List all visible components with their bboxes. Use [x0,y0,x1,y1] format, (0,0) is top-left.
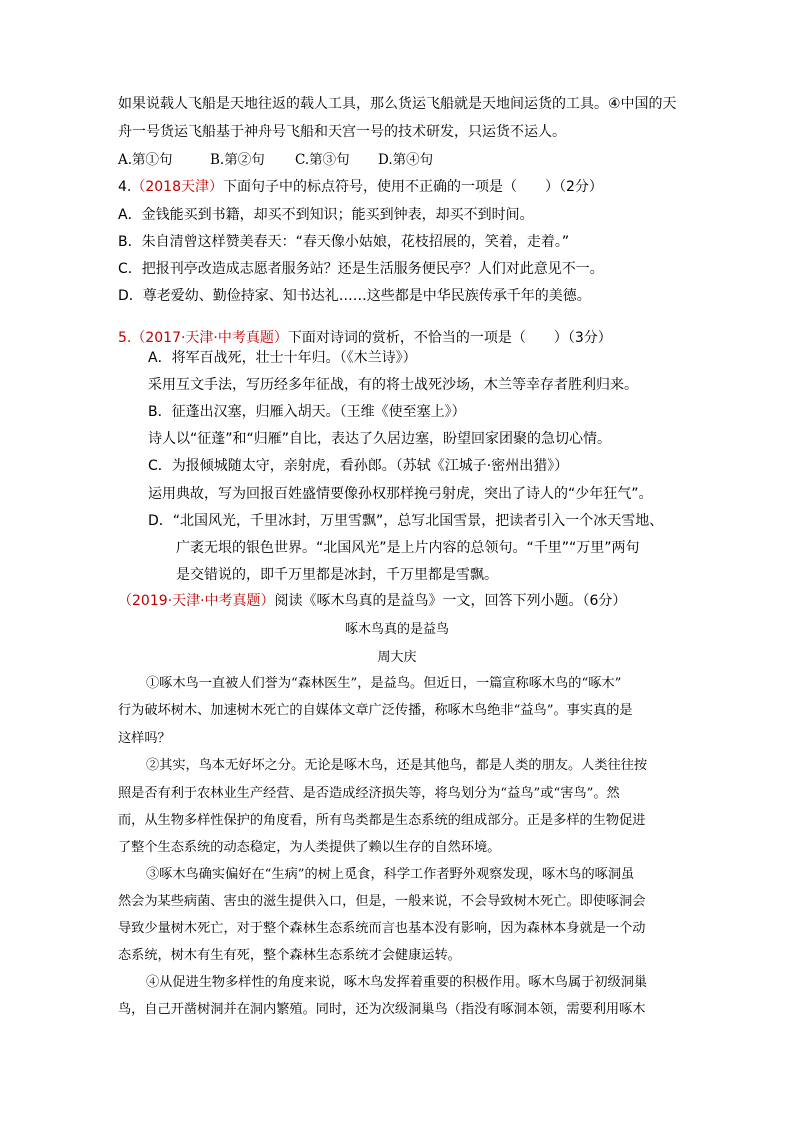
reading-stem-text: 阅读《啄木鸟真的是益鸟》一文，回答下列小题。（6分） [274,593,627,609]
q5-option-b-poem: B．征蓬出汉塞，归雁入胡天。（王维《使至塞上》） [148,404,466,420]
essay-p2-line-4: 了整个生态系统的动态稳定，为人类提供了赖以生存的自然环境。 [118,840,501,855]
q3-option-d: D.第④句 [378,152,434,168]
q5-option-a-note: 采用互文手法，写历经多年征战，有的将士战死沙场，木兰等幸存者胜利归来。 [148,377,638,393]
q5-option-c-note: 运用典故，写为回报百姓盛情要像孙权那样挽弓射虎，突出了诗人的“少年狂气”。 [148,486,653,502]
essay-p3-line-2: 然会为某些病菌、害虫的滋生提供入口，但是，一般来说，不会导致树木死亡。即使啄洞会 [118,894,646,909]
reading-source: （2019·天津·中考真题） [118,593,275,609]
essay-p4-line-2: 鸟，自己开凿树洞并在洞内繁殖。同时，还为次级洞巢鸟（指没有啄洞本领，需要利用啄木 [118,1002,646,1017]
q5-option-a-poem: A．将军百战死，壮士十年归。（《木兰诗》） [148,350,417,366]
essay-p3-line-3: 导致少量树木死亡，对于整个森林生态系统而言也基本没有影响，因为森林本身就是一个动 [118,921,646,936]
essay-p1-line-3: 这样吗？ [118,731,171,746]
essay-author: 周大庆 [377,650,417,665]
reading-stem [118,591,626,611]
q3-option-a: A.第①句 [118,152,173,168]
q5-option-d-line-1: D．“北国风光，千里冰封，万里雪飘”，总写北国雪景，把读者引入一个冰天雪地、 [148,513,664,529]
q5-option-c-poem: C．为报倾城随太守，亲射虎，看孙郎。（苏轼《江城子·密州出猎》） [148,458,569,474]
q5-option-b-note: 诗人以“征蓬”和“归雁”自比，表达了久居边塞，盼望回家团聚的急切心情。 [148,431,612,447]
essay-p2-line-2: 照是否有利于农林业生产经营、是否造成经济损失等，将鸟划分为“益鸟”或“害鸟”。然 [118,786,620,801]
q4-stem-text: 下面句子中的标点符号，使用不正确的一项是（ ）（2分） [223,179,603,195]
essay-p2-line-3: 而，从生物多样性保护的角度看，所有鸟类都是生态系统的组成部分。正是多样的生物促进 [118,813,646,828]
essay-p1-line-1: ①啄木鸟一直被人们誉为“森林医生”，是益鸟。但近日，一篇宣称啄木鸟的“啄木” [146,676,622,691]
essay-p3-line-1: ③啄木鸟确实偏好在“生病”的树上觅食，科学工作者野外观察发现，啄木鸟的啄洞虽 [146,867,635,882]
q4-number: 4. [118,179,132,195]
q3-text-line-1: 如果说载人飞船是天地往返的载人工具，那么货运飞船就是天地间运货的工具。④中国的天 [118,96,677,112]
q5-stem [118,328,612,348]
q5-stem-text: 下面对诗词的赏析，不恰当的一项是（ ）（3分） [287,330,612,346]
essay-title: 啄木鸟真的是益鸟 [344,622,449,637]
q4-stem [118,177,603,197]
q4-option-c: C．把报刊亭改造成志愿者服务站？还是生活服务便民亭？人们对此意见不一。 [118,261,604,277]
q4-option-b: B．朱自清曾这样赞美春天：“春天像小姑娘，花枝招展的，笑着，走着。” [118,234,570,250]
q3-option-c: C.第③句 [295,152,350,168]
q5-option-d-line-2: 广袤无垠的银色世界。“北国风光”是上片内容的总领句。“千里”“万里”两句 [176,540,640,556]
q4-option-a: A．金钱能买到书籍，却买不到知识；能买到钟表，却买不到时间。 [118,207,534,223]
q4-source: （2018天津） [131,179,223,195]
essay-p2-line-1: ②其实，鸟本无好坏之分。无论是啄木鸟，还是其他鸟，都是人类的朋友。人类往往按 [146,758,648,773]
q3-text-line-2: 舟一号货运飞船基于神舟号飞船和天宫一号的技术研发，只运货不运人。 [118,124,566,140]
essay-p1-line-2: 行为破坏树木、加速树木死亡的自媒体文章广泛传播，称啄木鸟绝非“益鸟”。事实真的是 [118,703,633,718]
q3-option-b: B.第②句 [210,152,265,168]
essay-p4-line-1: ④从促进生物多样性的角度来说，啄木鸟发挥着重要的积极作用。啄木鸟属于初级洞巢 [146,975,648,990]
q5-source: 5.（2017·天津·中考真题） [118,330,288,346]
q5-option-d-line-3: 是交错说的，即千万里都是冰封，千万里都是雪飘。 [176,567,498,583]
essay-p3-line-4: 态系统，树木有生有死，整个森林生态系统才会健康运转。 [118,948,461,963]
q4-option-d: D．尊老爱幼、勤俭持家、知书达礼……这些都是中华民族传承千年的美德。 [118,288,591,304]
